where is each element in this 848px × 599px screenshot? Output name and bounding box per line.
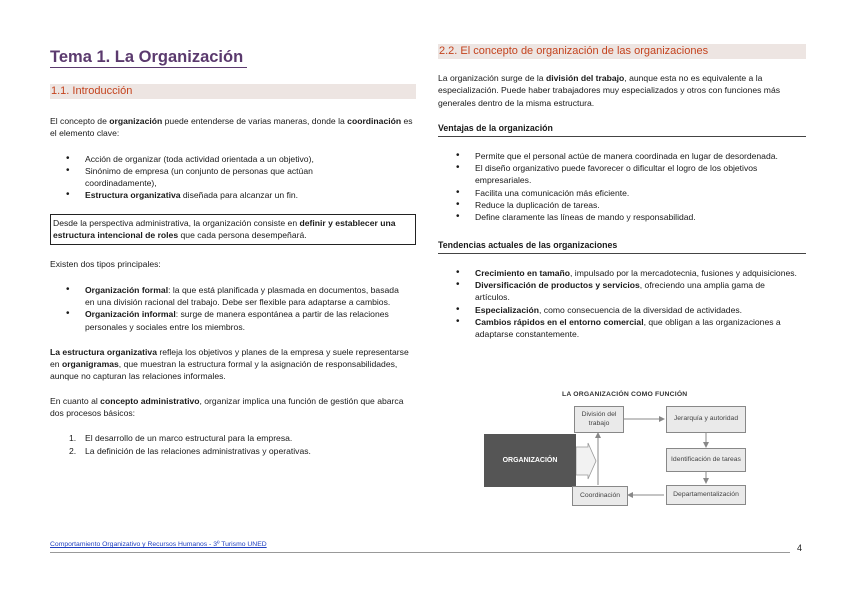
intro-paragraph: El concepto de organización puede entenderse de varias maneras, donde la coordinación es el elemento clave: — [50, 116, 413, 139]
diagram-box-departamentalizacion: Departamentalización — [666, 485, 746, 505]
list-item: • Permite que el personal actúe de manera coordinada en lugar de desordenada. — [475, 150, 793, 162]
advantages-heading: Ventajas de la organización — [438, 122, 806, 137]
structure-paragraph: La estructura organizativa refleja los objetivos y planes de la empresa y suele representarse en organigramas, que muestran la estructura formal y la asignación de responsabilidades, aunque no capturan las relaciones informales. — [50, 346, 409, 382]
list-item: • Sinónimo de empresa (un conjunto de personas que actúan coordinadamente), — [85, 165, 385, 190]
list-item: 2. La definición de las relaciones administrativas y operativas. — [69, 445, 311, 456]
list-item: • Organización informal: surge de manera espontánea a partir de las relaciones personales y sociales entre los miembros. — [85, 308, 405, 333]
diagram-main-box: ORGANIZACIÓN — [484, 434, 576, 487]
right-intro-paragraph: La organización surge de la división del trabajo, aunque esta no es equivalente a la especialización. Puede haber trabajadores muy especializados y otros con funciones más generales dentro de la misma estructura. — [438, 73, 781, 108]
trends-heading: Tendencias actuales de las organizaciones — [438, 239, 806, 254]
right-column — [438, 44, 806, 340]
advantages-list — [475, 150, 793, 224]
page-title: Tema 1. La Organización — [50, 48, 247, 68]
diagram-box-identificacion: Identificación de tareas — [666, 448, 746, 472]
list-item: • Diversificación de productos y servicios, ofreciendo una amplia gama de artículos. — [475, 279, 801, 304]
list-item: • Acción de organizar (toda actividad orientada a un objetivo), — [85, 153, 385, 165]
trends-list — [475, 267, 801, 341]
page-number: 4 — [797, 543, 803, 553]
definition-box: Desde la perspectiva administrativa, la organización consiste en definir y establecer una estructura intencional de roles que cada persona desempeñará. — [50, 214, 416, 246]
list-item: • Facilita una comunicación más eficiente. — [475, 187, 793, 199]
diagram-box-jerarquia: Jerarquía y autoridad — [666, 406, 746, 433]
left-column — [50, 48, 416, 457]
meanings-list — [85, 153, 385, 202]
list-item: • Define claramente las líneas de mando y responsabilidad. — [475, 211, 793, 223]
types-intro: Existen dos tipos principales: — [50, 259, 161, 270]
list-item: • Estructura organizativa diseñada para alcanzar un fin. — [85, 189, 385, 201]
diagram-box-division: División del trabajo — [574, 406, 624, 433]
section-heading-introduccion: 1.1. Introducción — [50, 84, 416, 99]
list-item: • Reduce la duplicación de tareas. — [475, 199, 793, 211]
main-arrow — [576, 443, 596, 479]
types-list — [85, 284, 405, 333]
footer-link[interactable]: Comportamiento Organizativo y Recursos Humanos - 3º Turismo UNED — [50, 541, 267, 548]
list-item: 1. El desarrollo de un marco estructural para la empresa. — [69, 433, 293, 444]
list-item: • Especialización, como consecuencia de la diversidad de actividades. — [475, 304, 801, 316]
list-item: • El diseño organizativo puede favorecer o dificultar el logro de los objetivos empresariales. — [475, 162, 793, 187]
list-item: • Organización formal: la que está planificada y plasmada en documentos, basada en una división racional del trabajo. Debe ser flexible para adaptarse a cambios. — [85, 284, 405, 309]
organization-function-diagram — [484, 391, 754, 515]
diagram-box-coordinacion: Coordinación — [572, 486, 628, 506]
section-heading-concepto: 2.2. El concepto de organización de las organizaciones — [438, 44, 806, 59]
diagram-title: LA ORGANIZACIÓN COMO FUNCIÓN — [562, 391, 688, 398]
footer-divider — [50, 552, 790, 553]
list-item: • Cambios rápidos en el entorno comercial, que obligan a las organizaciones a adaptarse constantemente. — [475, 316, 801, 341]
admin-paragraph: En cuanto al concepto administrativo, organizar implica una función de gestión que abarca dos procesos básicos: — [50, 395, 404, 419]
processes-list — [69, 432, 416, 457]
list-item: • Crecimiento en tamaño, impulsado por la mercadotecnia, fusiones y adquisiciones. — [475, 267, 801, 279]
